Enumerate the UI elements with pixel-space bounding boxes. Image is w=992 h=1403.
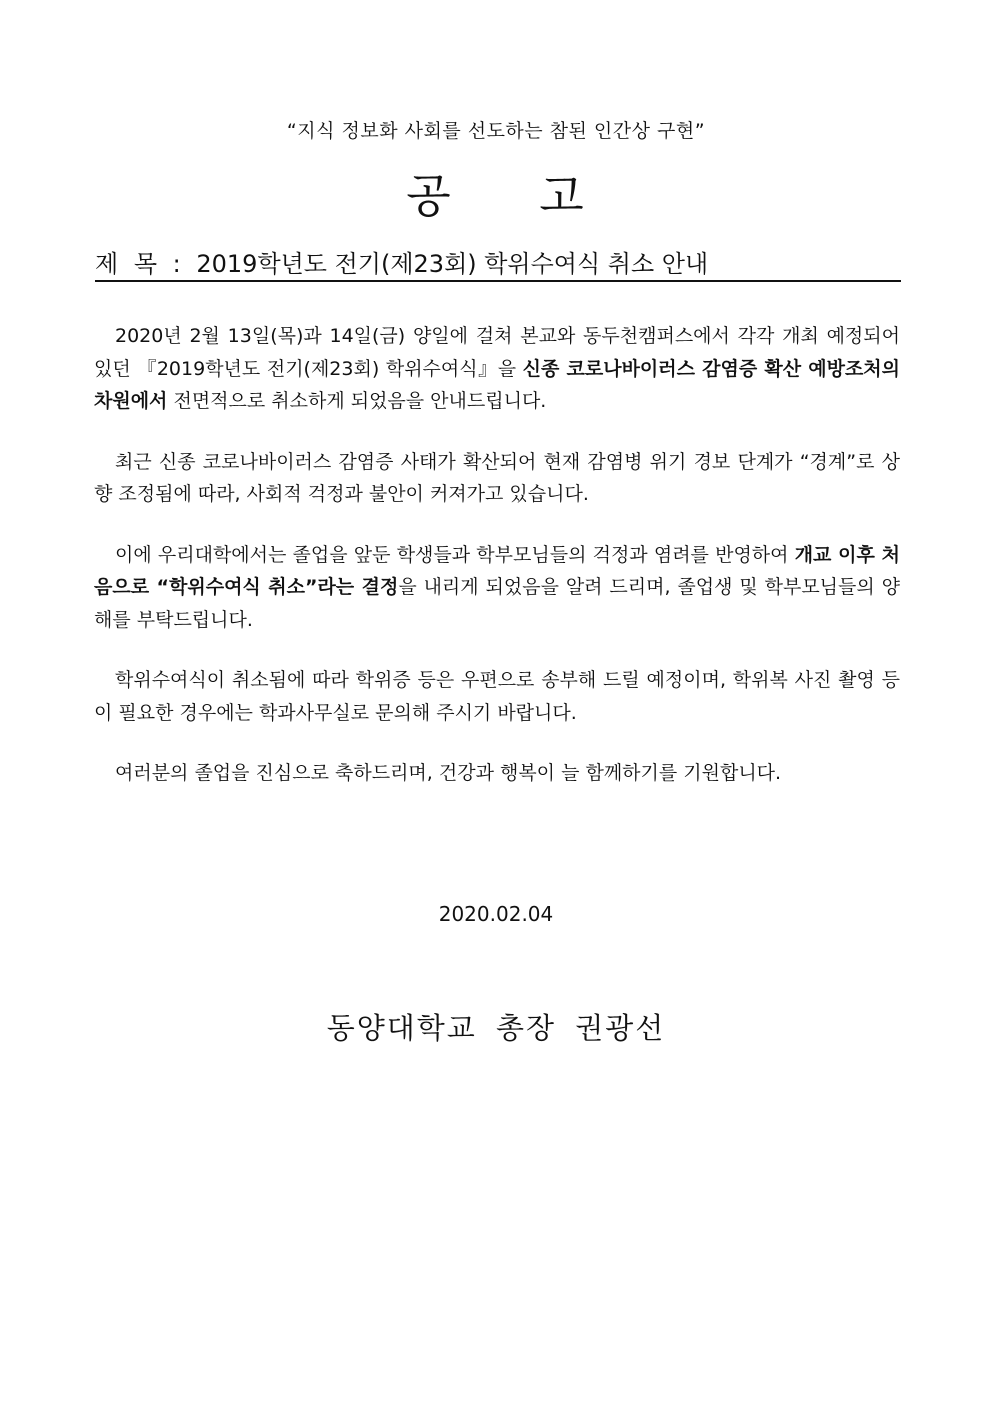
subject-text: 2019학년도 전기(제23회) 학위수여식 취소 안내 <box>196 250 709 278</box>
subject-label: 제 목 : <box>95 250 185 278</box>
paragraph-decision <box>94 539 900 637</box>
slogan: “지식 정보화 사회를 선도하는 참된 인간상 구현” <box>286 120 706 142</box>
paragraph-3-text-end: 을 내리게 되었음을 알려 드리며, 졸업생 및 학부모님들의 양해를 부탁드립니다. <box>94 576 900 631</box>
signature: 동양대학교 총장 권광선 <box>326 1011 666 1045</box>
paragraph-1-emphasis: 신종 코로나바이러스 감염증 확산 예방조처의 차원에서 <box>94 357 901 412</box>
document-title: 공 고 <box>406 169 586 223</box>
paragraph-congratulations: 여러분의 졸업을 진심으로 축하드리며, 건강과 행복이 늘 함께하기를 기원합니다. <box>115 762 782 784</box>
paragraph-1-text: 2020년 2월 13일(목)과 14일(금) 양일에 걸쳐 본교와 동두천캠퍼스에서 각각 개최 예정되어있던 『2019학년도 전기(제23회) 학위수여식』을 <box>94 325 900 380</box>
paragraph-diploma-mail: 학위수여식이 취소됨에 따라 학위증 등은 우편으로 송부해 드릴 예정이며, 학위복 사진 촬영 등이 필요한 경우에는 학과사무실로 문의해 주시기 바랍니다. <box>94 669 900 724</box>
paragraph-3-emphasis: 개교 이후 처음으로 “학위수여식 취소”라는 결정 <box>94 543 900 598</box>
subject-line <box>95 244 901 282</box>
paragraph-cancellation <box>94 320 900 418</box>
paragraph-3-text: 이에 우리대학에서는 졸업을 앞둔 학생들과 학부모님들의 걱정과 염려를 반영하여 <box>115 543 795 566</box>
notice-date: 2020.02.04 <box>438 902 554 926</box>
paragraph-background: 최근 신종 코로나바이러스 감염증 사태가 확산되어 현재 감염병 위기 경보 단계가 “경계”로 상향 조정됨에 따라, 사회적 걱정과 불안이 커져가고 있습니다. <box>94 450 900 505</box>
paragraph-1-text-end: 전면적으로 취소하게 되었음을 안내드립니다. <box>167 390 547 412</box>
notice-body <box>94 320 900 818</box>
